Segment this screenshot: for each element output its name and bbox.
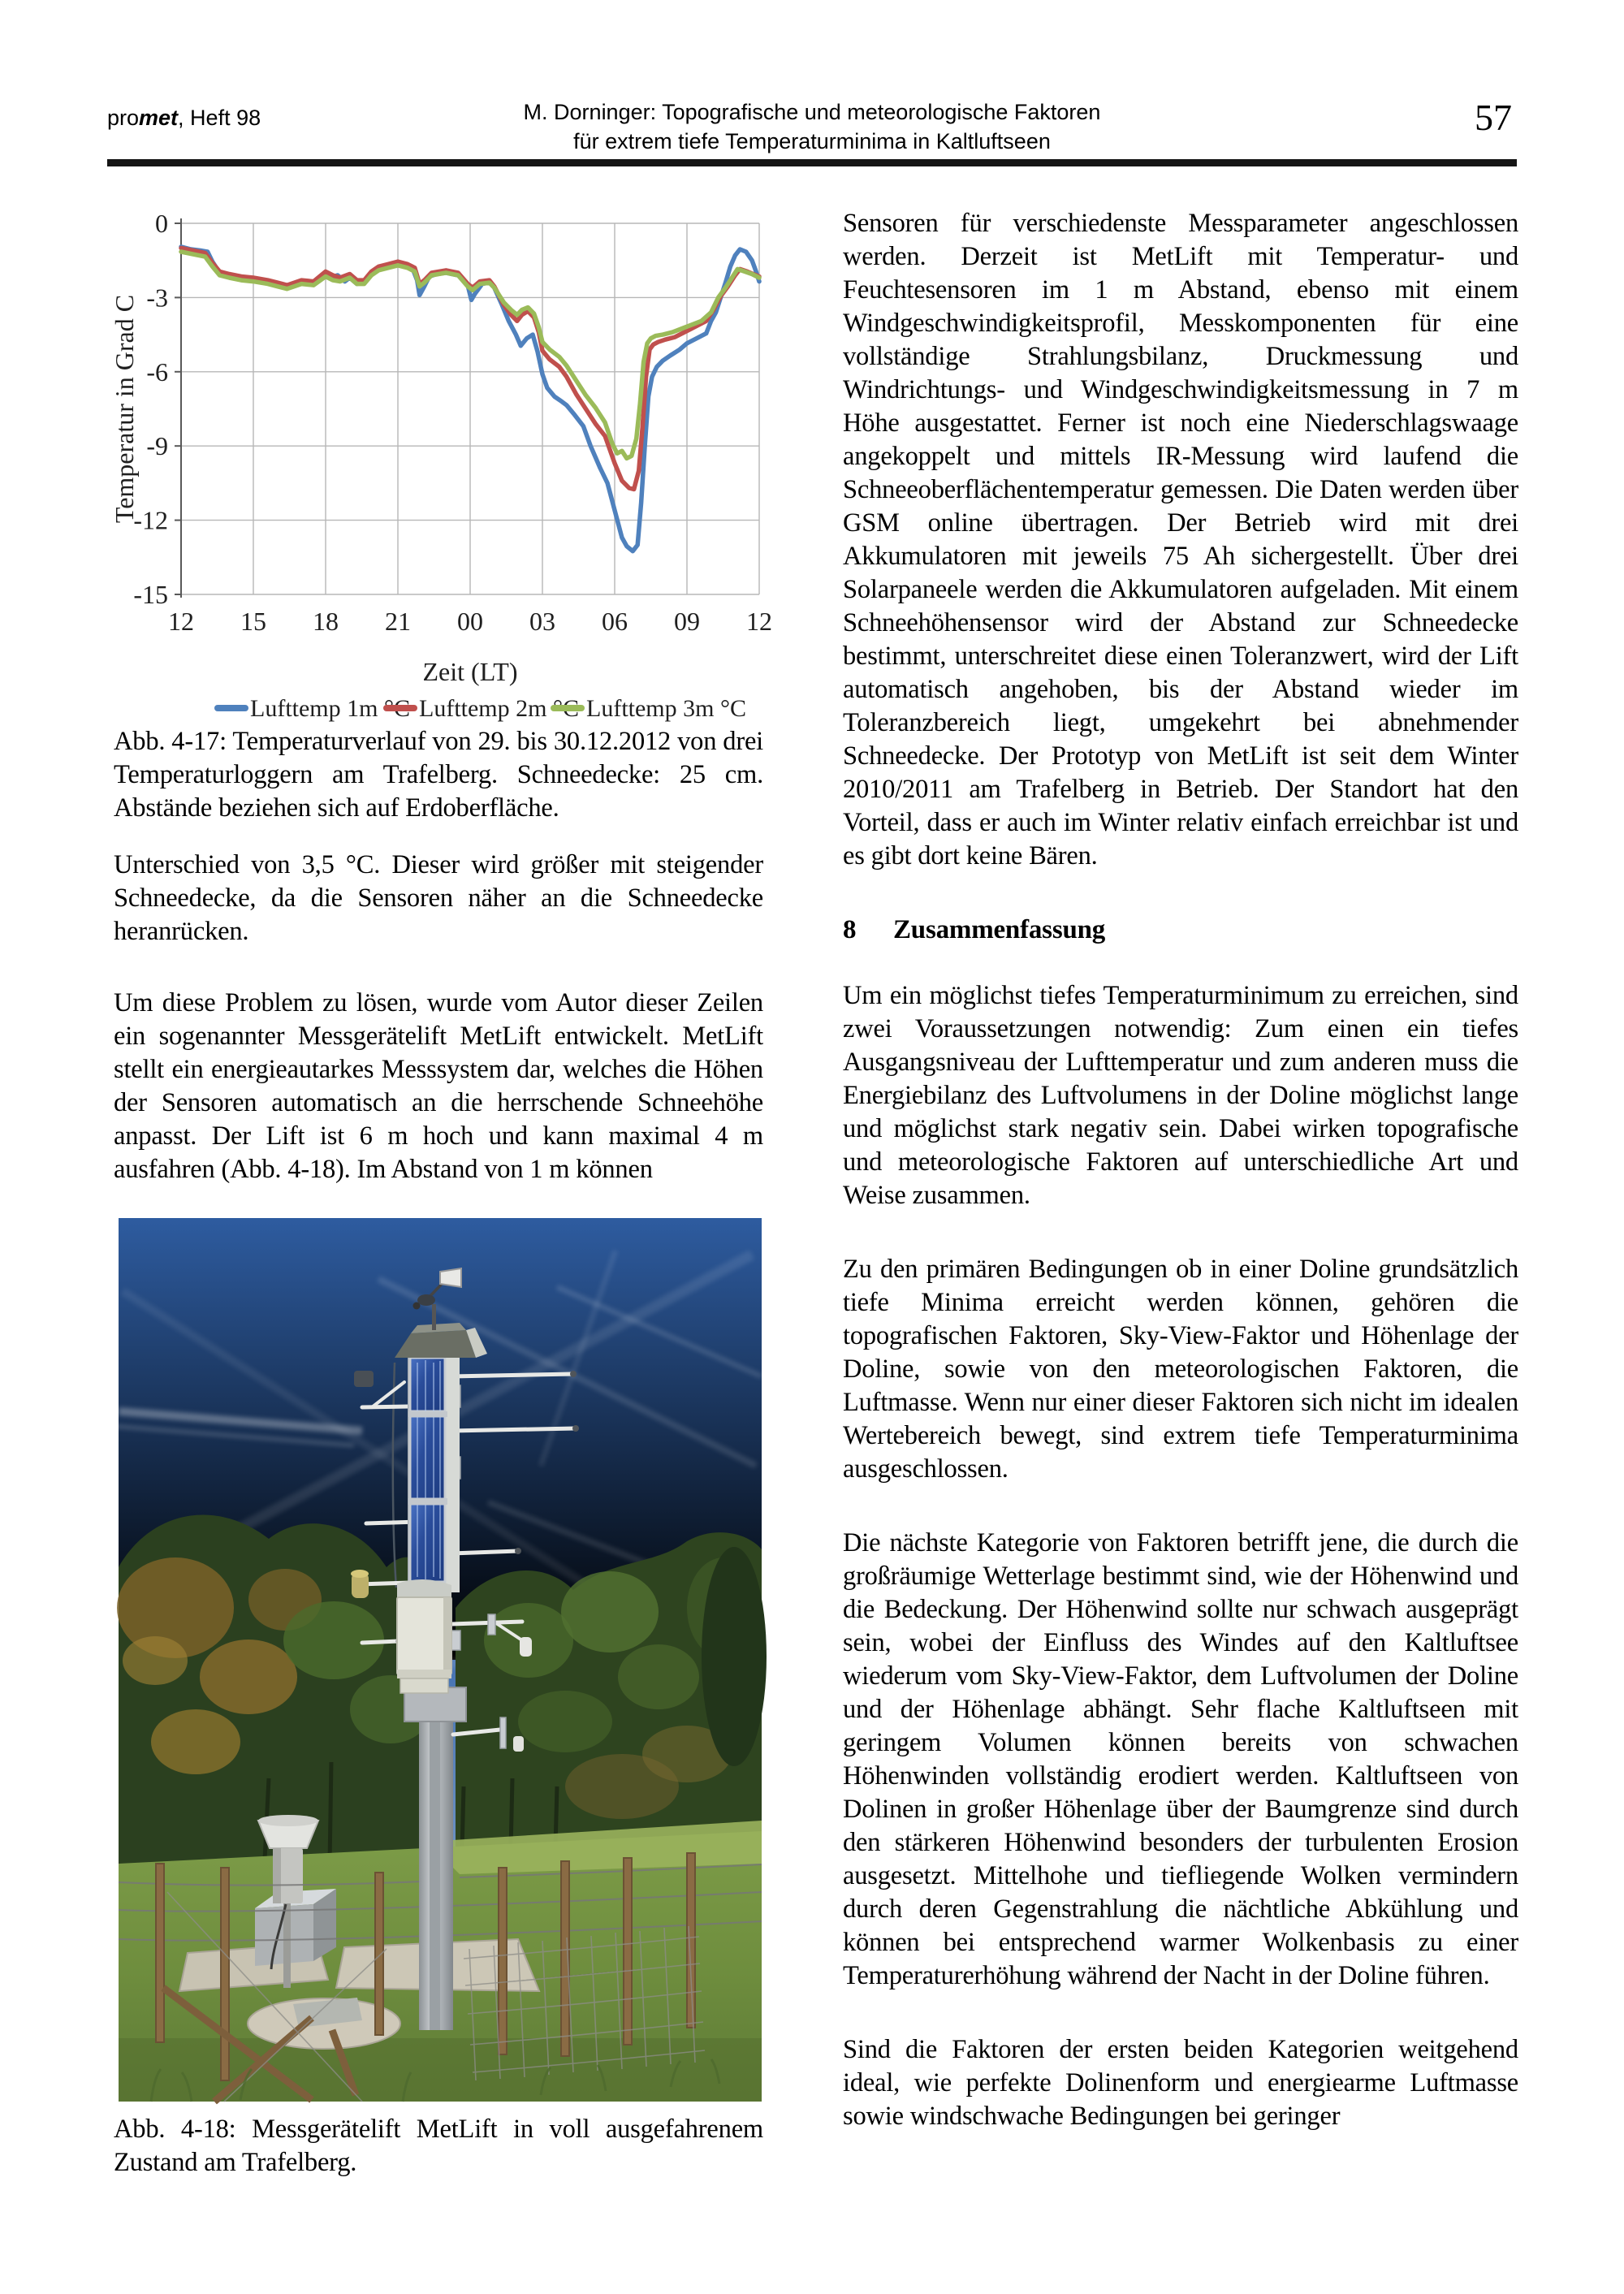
running-title-line2: für extrem tiefe Temperaturminima in Kaltluftseen [573,129,1051,153]
paragraph-naechste-kategorie: Die nächste Kategorie von Faktoren betrifft jene, die durch die großräumige Wetterlage bestimmt sind, wie der Höhenwind und die Bedeckung. Der Höhenwind sollte nur schwach ausgeprägt sein, wobei der Einfluss des Windes auf den Kaltluftsee wiederum vom Sky-View-Faktor, dem Luftvolumen der Doline und der Höhenlage abhängt. Sehr flache Kaltluftseen mit geringem Volumen können bereits von schwachen Höhenwinden vollständig erodiert werden. Kaltluftseen von Dolinen in großer Höhenlage über der Baumgrenze sind durch den stärkeren Höhenwind besonders der turbulenten Erosion ausgesetzt. Mittelhohe und tiefliegende Wolken vermindern durch deren Gegenstrahlung die nächtliche Abkühlung und können bei entsprechend warmer Wolkenbasis zu einer Temperaturerhöhung während der Nacht in der Doline führen. [843,1528,1518,1990]
figure-4-17-caption: Abb. 4-17: Temperaturverlauf von 29. bis 30.12.2012 von drei Temperaturloggern am Trafelberg. Schneedecke: 25 cm. Abstände beziehen sich auf Erdoberfläche. [114,727,763,823]
panel-divider [408,1498,447,1505]
y-tick-label: -6 [146,356,168,387]
page-number: 57 [1475,97,1512,138]
conifer-silhouette [702,1547,767,1766]
y-tick-label: 0 [155,209,168,238]
y-tick-label: -15 [133,580,168,609]
paragraph-sind-die-faktoren: Sind die Faktoren der ersten beiden Kategorien weitgehend ideal, wie perfekte Dolinenform und energiearme Luftmasse sowie windschwache Bedingungen bei geringer [843,2035,1518,2131]
x-tick-label: 03 [529,607,555,636]
metlift-photo [119,1218,762,2102]
x-tick-label: 09 [674,607,700,636]
x-tick-label: 06 [602,607,628,636]
figure-4-17-chart [110,203,772,723]
temperature-line-chart [110,203,772,723]
panel-divider [408,1411,447,1417]
paragraph-um-ein: Um ein möglichst tiefes Temperaturminimum zu erreichen, sind zwei Voraussetzungen notwendig: Zum einen ein tiefes Ausgangsniveau der Lufttemperatur und zum anderen muss die Energiebilanz des Luftvolumens in der Doline möglichst lange und möglichst stark negativ sein. Dabei wirken topografische und meteorologische Faktoren auf unterschiedliche Art und Weise zusammen. [843,981,1518,1210]
pole-channel [430,1705,440,2030]
journal-name-pre: pro [107,106,140,130]
running-title-line1: M. Dorninger: Topografische und meteorologische Faktoren [523,100,1101,124]
wind-sensor-left [354,1371,374,1387]
section-title: Zusammenfassung [893,915,1106,944]
y-tick-label: -9 [146,431,168,461]
paragraph-sensoren: Sensoren für verschiedenste Messparameter angeschlossen werden. Derzeit ist MetLift mit Temperatur- und Feuchtesensoren im 1 m Abstand, ebenso mit einem Windgeschwindigkeitsprofil, Messkomponenten für eine vollständige Strahlungsbilanz, Druckmessung und Windrichtungs- und Windgeschwindigkeitsmessung in 7 m Höhe ausgestattet. Ferner ist noch eine Niederschlagswaage angekoppelt und mittels IR-Messung wird laufend die Schneeoberflächentemperatur gemessen. Die Daten werden über GSM online übertragen. Der Betrieb wird mit drei Akkumulatoren mit jeweils 75 Ah sichergestellt. Über drei Solarpaneele werden die Akkumulatoren aufgeladen. Mit einem Schneehöhensensor wird der Abstand zur Schneedecke bestimmt, unterschreitet diese einen Toleranzwert, wird der Lift automatisch angehoben, bis der Abstand wieder im Toleranzbereich liegt, umgekehrt bei abnehmender Schneedecke. Der Prototyp von MetLift ist seit dem Winter 2010/2011 am Trafelberg in Betrieb. Der Standort hat den Vorteil, dass er auch im Winter relativ einfach erreichbar ist und es gibt dort keine Bären. [843,209,1518,871]
legend-label: Lufttemp 2m °C [419,695,579,722]
y-tick-label: -3 [146,283,168,313]
running-title [325,97,1299,156]
journal-issue: , Heft 98 [178,106,261,130]
x-tick-label: 12 [746,607,772,636]
legend-label: Lufttemp 3m °C [586,695,746,722]
x-tick-label: 12 [168,607,194,636]
x-tick-label: 15 [240,607,266,636]
paragraph-unterschied: Unterschied von 3,5 °C. Dieser wird größer mit steigender Schneedecke, da die Sensoren näher an die Schneedecke heranrücken. [114,850,763,946]
instrument-box [397,1579,451,1693]
figure-4-18-photo [119,1218,762,2102]
header-rule [107,159,1517,166]
x-tick-label: 18 [313,607,339,636]
white-cylinder-sensor [520,1637,532,1657]
right-column [843,207,1518,2174]
lower-right-sensor [513,1736,524,1752]
x-tick-label: 21 [385,607,411,636]
section-number: 8 [843,915,857,944]
journal-name-bold: met [139,106,179,130]
y-axis-label: Temperatur in Grad C [110,294,139,524]
legend-label: Lufttemp 1m °C [250,695,410,722]
paragraph-metlift: Um diese Problem zu lösen, wurde vom Autor dieser Zeilen ein sogenannter Messgerätelift MetLift entwickelt. MetLift stellt ein energieautarkes Messsystem dar, welches die Höhen der Sensoren automatisch an die herrschende Schneehöhe anpasst. Der Lift ist 6 m hoch und kann maximal 4 m ausfahren (Abb. 4-18). Im Abstand von 1 m können [114,988,763,1184]
mast-column [408,1352,460,1592]
journal-name [107,106,261,131]
paragraph-zu-den: Zu den primären Bedingungen ob in einer Doline grundsätzlich tiefe Minima erreicht werden können, gehören die topografischen Faktoren, Sky-View-Faktor und Höhenlage der Doline, sowie von den meteorologischen Faktoren, die Luftmasse. Wenn nur einer dieser Faktoren sich nicht im idealen Wertebereich bewegt, sind extrem tiefe Temperaturminima ausgeschlossen. [843,1255,1518,1484]
figure-4-18-caption: Abb. 4-18: Messgerätelift MetLift in voll ausgefahrenem Zustand am Trafelberg. [114,2115,763,2177]
x-axis-label: Zeit (LT) [422,657,518,686]
x-tick-label: 00 [457,607,483,636]
section-heading-zusammenfassung [843,914,1518,947]
y-tick-label: -12 [133,505,168,535]
